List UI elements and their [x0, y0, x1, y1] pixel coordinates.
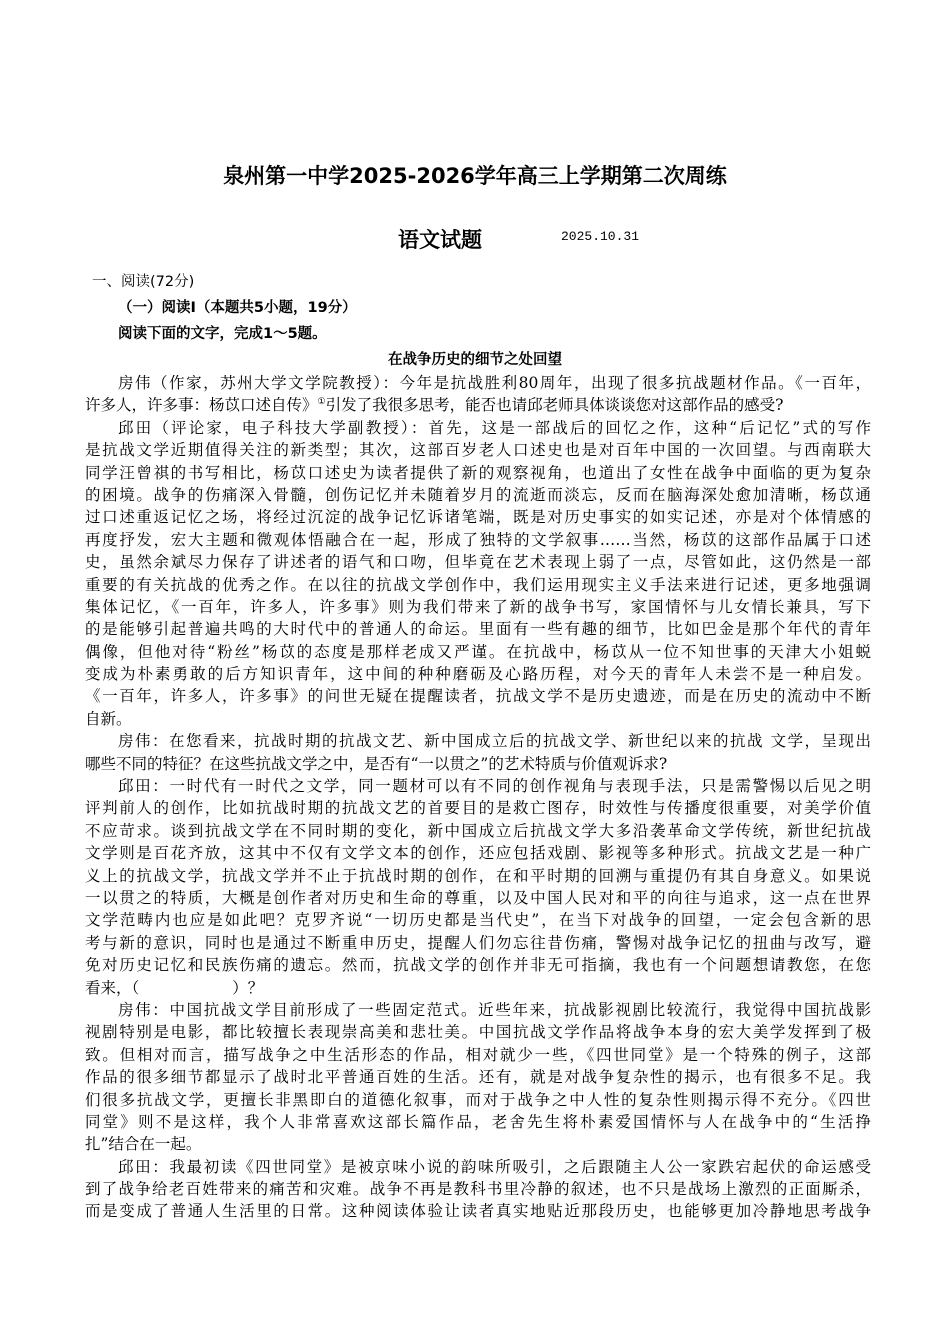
text-line: 自新。	[85, 709, 132, 728]
text-line: 邱田：我最初读《四世同堂》是被京味小说的韵味所吸引，之后跟随主人公一家跌宕起伏的命运感受	[118, 1157, 871, 1176]
text-line: 义上的抗战文学，抗战文学并不止于抗战时期的创作，在和平时期的回溯与重提仍有其自身意义。如果说	[85, 866, 871, 885]
article-paragraph	[85, 999, 871, 1156]
text-line: 到了战争给老百姓带来的痛苦和灾难。战争不再是教科书里冷静的叙述，也不只是战场上激烈的正面厮杀，	[85, 1180, 871, 1199]
text-line: 史，虽然余斌尽力保存了讲述者的语气和口吻，但毕竟在艺术表现上弱了一点，尽管如此，这仍然是一部	[85, 553, 871, 572]
article-paragraph	[85, 730, 871, 775]
text-line: 评判前人的创作，比如抗战时期的抗战文艺的首要目的是救亡图存，时效性与传播度很重要，对美学价值	[85, 799, 871, 818]
text-line: 房伟（作家，苏州大学文学院教授）：今年是抗战胜利80周年，出现了很多抗战题材作品。《一百年，	[118, 374, 871, 392]
exam-date: 2025.10.31	[561, 229, 640, 244]
text-line: 邱田（评论家，电子科技大学副教授）：首先，这是一部战后的回忆之作，这种“后记忆”式的写作	[118, 418, 871, 437]
section-heading: 一、阅读(72分)	[92, 274, 195, 290]
text-line: 集体记忆，《一百年，许多人，许多事》则为我们带来了新的战争书写，家国情怀与儿女情长兼具，写下	[85, 597, 871, 616]
text-line: 而是变成了普通人生活里的日常。这种阅读体验让读者真实地贴近那段历史，也能够更加冷静地思考战争	[85, 1202, 871, 1221]
text-line: 的是能够引起普遍共鸣的大时代中的普通人的命运。里面有一些有趣的细节，比如巴金是那个年代的青年	[85, 620, 871, 639]
text-line: 作品的很多细节都显示了战时北平普通百姓的生活。还有，就是对战争复杂性的揭示，也有很多不足。我	[85, 1068, 871, 1087]
article-paragraph	[85, 1156, 871, 1223]
text-line: 考与新的意识，同时也是通过不断重申历史，提醒人们勿忘往昔伤痛，警惕对战争记忆的扭曲与改写，避	[85, 933, 871, 952]
text-line: 过口述重返记忆之场，将经过沉淀的战争记忆诉诸笔端，既是对历史事实的如实记述，亦是对个体情感的	[85, 508, 871, 527]
text-line: 是抗战文学近期值得关注的新类型；其次，这部百岁老人口述史也是对百年中国的一次回望。与西南联大	[85, 441, 871, 460]
text-line: 变成为朴素勇敢的后方知识青年，这中间的种种磨砺及心路历程，对今天的青年人未尝不是一种启发。	[85, 665, 871, 684]
text-line: 看来，（ ）？	[85, 978, 264, 997]
text-line: 不应苛求。谈到抗战文学在不同时期的变化，新中国成立后抗战文学大多沿袭革命文学传统，新世纪抗战	[85, 821, 871, 840]
text-line: 文学范畴内也应是如此吧？克罗齐说“一切历史都是当代史”，在当下对战争的回望，一定会包含新的思	[85, 911, 871, 930]
text-segment: 许多人，许多事：杨苡口述自传》	[85, 396, 318, 415]
article-paragraph	[85, 372, 871, 417]
article-title: 在战争历史的细节之处回望	[388, 352, 562, 368]
exam-title: 泉州第一中学2025-2026学年高三上学期第二次周练	[223, 164, 727, 188]
footnote-marker: ①	[317, 397, 326, 408]
article-body	[85, 372, 871, 1223]
text-line: 房伟：在您看来，抗战时期的抗战文艺、新中国成立后的抗战文学、新世纪以来的抗战 文学，呈现出	[118, 732, 871, 751]
text-line: 再度抒发，宏大主题和微观体悟融合在一起，形成了独特的文学叙事……当然，杨苡的这部作品属于口述	[85, 530, 871, 549]
subsection-heading: （一）阅读Ⅰ（本题共5小题，19分）	[118, 300, 357, 316]
text-line: 偶像，但他对待“粉丝”杨苡的态度是那样老成又严谨。在抗战中，杨苡从一位不知世事的天津大小姐蜕	[85, 642, 871, 661]
text-line: 同堂》则不是这样，我个人非常喜欢这部长篇作品，老舍先生将朴素爱国情怀与人在战争中的“生活挣	[85, 1112, 871, 1131]
text-line: 免对历史记忆和民族伤痛的遗忘。然而，抗战文学的创作并非无可指摘，我也有一个问题想请教您，在您	[85, 956, 871, 975]
text-line: 同学汪曾祺的书写相比，杨苡口述史为读者提供了新的观察视角，也道出了女性在战争中面临的更为复杂	[85, 463, 871, 482]
text-line: 《一百年，许多人，许多事》的问世无疑在提醒读者，抗战文学不是历史遗迹，而是在历史的流动中不断	[85, 687, 871, 706]
article-paragraph	[85, 417, 871, 730]
text-line: 的困境。战争的伤痛深入骨髓，创伤记忆并未随着岁月的流逝而淡忘，反而在脑海深处愈加清晰，杨苡通	[85, 485, 871, 504]
text-line: 视剧特别是电影，都比较擅长表现崇高美和悲壮美。中国抗战文学作品将战争本身的宏大美学发挥到了极	[85, 1023, 871, 1042]
text-line: 哪些不同的特征？在这些抗战文学之中，是否有“一以贯之”的艺术特质与价值观诉求?	[85, 754, 668, 773]
text-segment: 引发了我很多思考，能否也请邱老师具体谈谈您对这部作品的感受?	[325, 396, 784, 415]
text-line: 重要的有关抗战的优秀之作。在以往的抗战文学创作中，我们运用现实主义手法来进行记述，更多地强调	[85, 575, 871, 594]
text-line: 致。但相对而言，描写战争之中生活形态的作品，相对就少一些，《四世同堂》是一个特殊的例子，这部	[85, 1045, 871, 1064]
text-line: 文学则是百花齐放，这其中不仅有文学文本的创作，还应包括戏剧、影视等多种形式。抗战文艺是一种广	[85, 844, 871, 863]
text-line: 邱田：一时代有一时代之文学，同一题材可以有不同的创作视角与表现手法，只是需警惕以后见之明	[118, 777, 871, 796]
subject-title: 语文试题	[398, 228, 482, 252]
text-line: 们很多抗战文学，更擅长非黑即白的道德化叙事，而对于战争之中人性的复杂性则揭示得不充分。《四世	[85, 1090, 871, 1109]
text-line	[85, 394, 871, 416]
text-line: 房伟：中国抗战文学目前形成了一些固定范式。近些年来，抗战影视剧比较流行，我觉得中国抗战影	[118, 1000, 871, 1019]
reading-instruction: 阅读下面的文字，完成1～5题。	[118, 326, 327, 342]
article-paragraph	[85, 775, 871, 999]
text-line: 一以贯之的特质，大概是创作者对历史和生命的尊重，以及中国人民对和平的向往与追求，这一点在世界	[85, 888, 871, 907]
text-line: 扎”结合在一起。	[85, 1135, 202, 1154]
